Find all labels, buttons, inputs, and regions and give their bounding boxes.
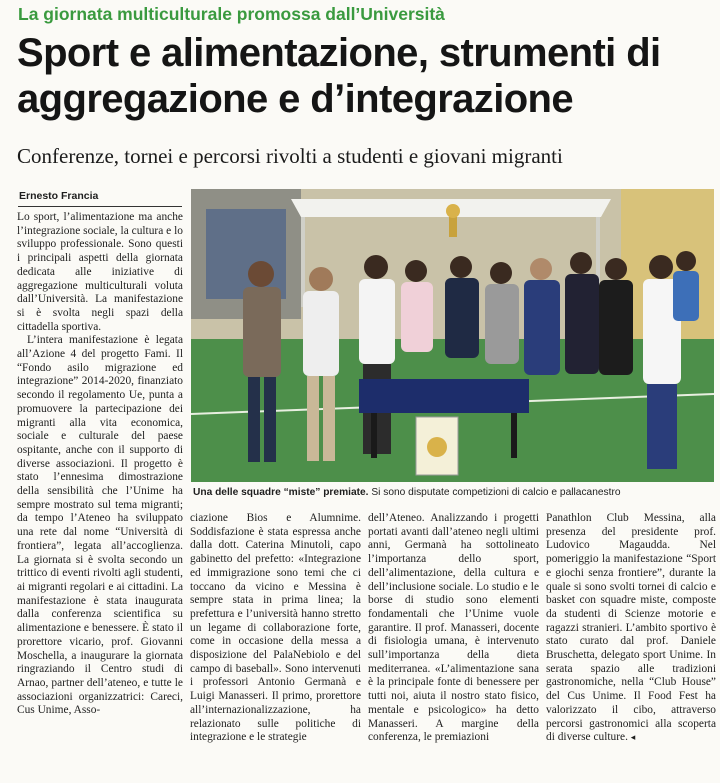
byline: Ernesto Francia <box>19 190 99 202</box>
headline: Sport e alimentazione, strumenti di aggregazione e d’integrazione <box>17 31 661 121</box>
paragraph: ciazione Bios e Alumnime. Soddisfazione è stata espressa anche dalla dott. Caterina Minutoli, capo gabinetto del prefetto: «Integrazione ed immigrazione sono temi che ci toccano da vicino e Messina è sempre stata in prima linea; la prefettura e l’università hanno stretto un legame di collaborazione forte, come in occasione della messa a disposizione del PalaNebiolo e del campo di baseball». Sono intervenuti i professori Antonio Germanà e Luigi Manasseri. Il primo, prorettore all’internazionalizzazione, ha relazionato sulle politiche di integrazione e le strategie <box>190 512 361 744</box>
paragraph: Lo sport, l’alimentazione ma anche l’integrazione sociale, la cultura e lo sviluppo professionale. Sono questi i principali aspetti della giornata dedicata alle iniziative di aggregazione multiculturali voluta dall’Università. La manifestazione si è svolta negli spazi della cittadella sportiva. <box>17 211 183 333</box>
end-mark: ◂ <box>630 732 636 743</box>
byline-rule <box>18 206 182 207</box>
kicker: La giornata multiculturale promossa dall’Università <box>18 4 445 24</box>
article-column-2 <box>190 512 361 766</box>
caption-text: Si sono disputate competizioni di calcio e pallacanestro <box>368 487 621 498</box>
team-photo <box>191 189 714 482</box>
photo-caption <box>193 487 714 498</box>
paragraph: Panathlon Club Messina, alla presenza del presidente prof. Ludovico Magaudda. Nel pomeriggio la manifestazione “Sport e giochi senza frontiere”, durante la quale si sono svolti tornei di calcio e basket con squadre miste, composte da studenti di Scienze motorie e ragazzi stranieri. L’ambito sportivo è stato curato dal prof. Daniele Bruschetta, delegato sport Unime. In serata spazio alle tradizioni gastronomiche, nella “Club House” del Cus Unime. Il Food Fest ha valorizzato il cibo, attraverso percorsi gastronomici alla scoperta di diverse culture. <box>546 512 716 744</box>
paragraph: dell’Ateneo. Analizzando i progetti portati avanti dall’ateneo negli ultimi anni, Germanà ha sottolineato l’importanza dello sport, dell’alimentazione, della cultura e dell’inclusione sociale. Lo studio e le borse di studio sono elementi fondamentali che l’Unime vuole garantire. Il prof. Manasseri, docente di fisiologia umana, è intervenuto sull’importanza della dieta mediterranea. «L’alimentazione sana è la principale fonte di benessere per tutti noi, aiuta il nostro stato fisico, mentale e psicologico» ha detto Manasseri. A margine della conferenza, le premiazioni <box>368 512 539 744</box>
article-column-4 <box>546 512 716 766</box>
caption-lead: Una delle squadre “miste” premiate. <box>193 487 369 498</box>
article-column-1 <box>17 211 183 766</box>
paragraph: L’intera manifestazione è legata all’Azione 4 del progetto Fami. Il “Fondo asilo migrazione ed integrazione” 2014-2020, finanziato secondo il regolamento Ue, punta a promuovere la partecipazione dei migranti alla vita economica, sociale e culturale del paese ospitante, anche con il supporto di diverse associazioni. Il progetto è stato l’ennesima dimostrazione della sensibilità che l’Unime ha sempre mostrato sul tema migranti; da tempo l’Ateneo ha sviluppato una rete dal nome “Università di frontiera”, legata all’accoglienza. La giornata si è svolta secondo un trittico di eventi rivolti agli studenti, ai migranti regolari e ai cittadini. La manifestazione è stata inaugurata dalla conferenza scientifica su alimentazione e benessere. È stato il prorettore vicario, prof. Giovanni Moschella, a inaugurare la giornata ringraziando il Centro studi di Arnao, partner dell’ateneo, e tutte le associazioni organizzatrici: Careci, Cus Unime, Asso- <box>17 334 183 717</box>
subheadline: Conferenze, tornei e percorsi rivolti a studenti e giovani migranti <box>17 144 563 168</box>
article-column-3 <box>368 512 539 766</box>
